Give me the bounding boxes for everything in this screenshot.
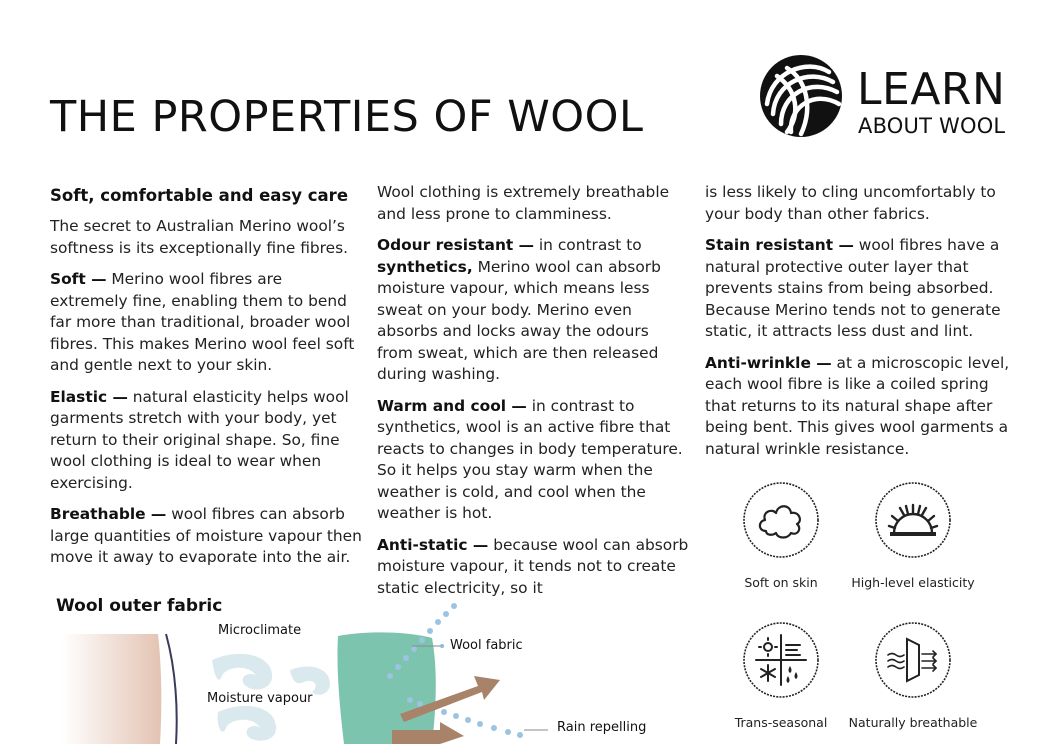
column-2 (377, 182, 689, 609)
label-wool-fabric: Wool fabric (450, 638, 523, 653)
base-layer-line (166, 634, 177, 744)
logo-line-learn: LEARN (857, 64, 1006, 115)
term: synthetics, (377, 257, 473, 276)
column-1 (50, 182, 362, 579)
logo-line-about-wool: ABOUT WOOL (858, 114, 1006, 138)
icon-soft-on-skin (706, 481, 856, 590)
term: Elastic — (50, 387, 128, 406)
term: Anti-wrinkle — (705, 353, 832, 372)
icon-caption: Naturally breathable (848, 715, 978, 730)
desc: Merino wool fibres are extremely fine, enabling them to bend far more than traditional, broader wool fibres. This makes Merino wool feel soft and gentle next to your skin. (50, 270, 355, 374)
icon-caption: Soft on skin (744, 575, 818, 590)
wool-fabric-layer (337, 632, 435, 744)
desc: in contrast to synthetics, wool is an active fibre that reacts to changes in body temperature. So it helps you stay warm when the weather is cold, and cool when the weather is hot. (377, 396, 683, 522)
airflow-icon (874, 621, 952, 699)
intro-paragraph: The secret to Australian Merino wool’s softness is its exceptionally fine fibres. (50, 217, 349, 257)
property-elastic (50, 387, 362, 495)
desc: in contrast to (534, 236, 642, 254)
diagram-title: Wool outer fabric (56, 596, 223, 616)
term: Odour resistant — (377, 236, 535, 254)
desc: natural elasticity helps wool garments stretch with your body, yet return to their original shape. So, fine wool clothing is ideal to wear when exercising. (50, 387, 349, 492)
term: Soft — (50, 270, 107, 288)
intro-paragraph: is less likely to cling uncomfortably to your body than other fabrics. (705, 183, 996, 223)
desc: at a microscopic level, each wool fibre is like a coiled spring that returns to its natural shape after being bent. This gives wool garments a natural wrinkle resistance. (705, 353, 1010, 458)
desc: wool fibres can absorb large quantities of moisture vapour then move it away to evaporate into the air. (50, 505, 362, 566)
skin-layer (62, 634, 161, 744)
label-microclimate: Microclimate (218, 623, 302, 638)
desc: wool fibres have a natural protective outer layer that prevents stains from being absorbed. Because Merino tends not to generate static, it attracts less dust and lint. (705, 236, 1001, 340)
spring-icon (874, 481, 952, 559)
property-soft (50, 269, 362, 377)
property-breathable (50, 504, 362, 569)
intro-paragraph: Wool clothing is extremely breathable and less prone to clamminess. (377, 183, 670, 223)
section-heading: Soft, comfortable and easy care (50, 186, 349, 205)
fabric-leader-dot (440, 644, 444, 648)
term: Warm and cool — (377, 396, 527, 415)
term: Breathable — (50, 505, 167, 523)
property-stain-resistant (705, 235, 1015, 343)
learn-about-wool-logo (757, 52, 1017, 140)
desc: Merino wool can absorb moisture vapour, which means less sweat on your body. Merino even absorbs and locks away the odours from sweat, which are then released during washing. (377, 257, 661, 383)
icon-caption: High-level elasticity (851, 575, 975, 590)
seasons-icon (742, 621, 820, 699)
icon-naturally-breathable (838, 621, 988, 730)
term: Anti-static — (377, 535, 489, 554)
wool-swirl-logo-icon (757, 52, 849, 138)
desc: because wool can absorb moisture vapour, it tends not to create static electricity, so it (377, 535, 689, 597)
property-anti-wrinkle (705, 353, 1015, 461)
cloud-icon (742, 481, 820, 559)
icon-caption: Trans-seasonal (734, 715, 828, 730)
term: Stain resistant — (705, 236, 854, 254)
property-warm-and-cool (377, 396, 689, 525)
label-rain-repelling: Rain repelling (557, 720, 647, 735)
icon-trans-seasonal (706, 621, 856, 730)
property-odour-resistant (377, 235, 689, 386)
page-title: THE PROPERTIES OF WOOL (50, 92, 644, 142)
column-3 (705, 182, 1015, 470)
icon-high-level-elasticity (838, 481, 988, 590)
label-moisture-vapour: Moisture vapour (207, 691, 313, 706)
